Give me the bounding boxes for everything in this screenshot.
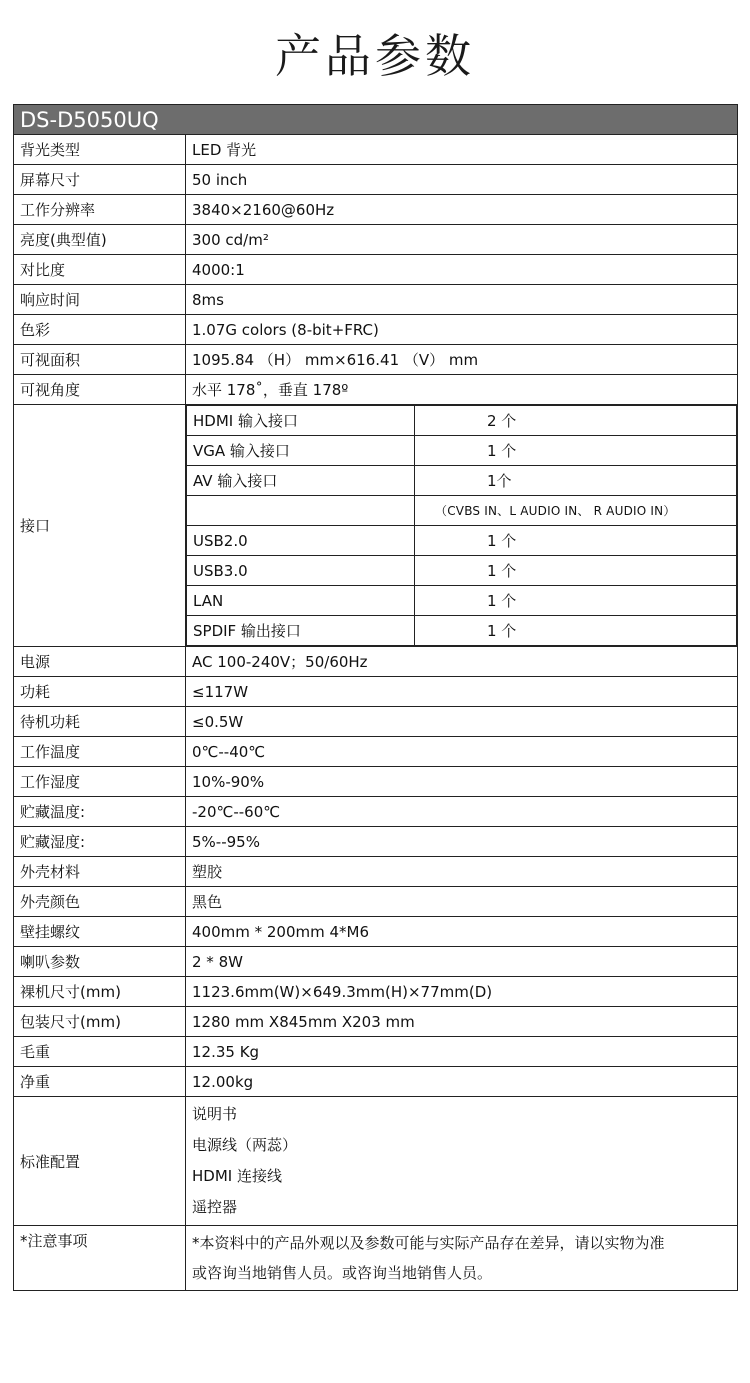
spec-value: 8ms [186,285,738,315]
spec-row [14,1037,738,1067]
spec-value: 0℃--40℃ [186,737,738,767]
interface-name: HDMI 输入接口 [187,406,415,436]
spec-value: ≤117W [186,677,738,707]
spec-label: 贮藏湿度: [14,827,186,857]
spec-label: 贮藏温度: [14,797,186,827]
spec-row [14,1007,738,1037]
interface-name [187,496,415,526]
interface-item [187,466,737,496]
interface-item [187,526,737,556]
spec-label: *注意事项 [14,1226,186,1291]
spec-row [14,677,738,707]
spec-row [14,315,738,345]
spec-value: 12.00kg [186,1067,738,1097]
spec-row [14,165,738,195]
spec-label: 壁挂螺纹 [14,917,186,947]
interface-item [187,616,737,646]
spec-row [14,827,738,857]
accessories-row [14,1097,738,1226]
accessory-item: 说明书 [192,1105,238,1123]
spec-row [14,917,738,947]
interface-cell [186,405,738,647]
spec-value: LED 背光 [186,135,738,165]
spec-label: 功耗 [14,677,186,707]
spec-row [14,707,738,737]
spec-label: 外壳材料 [14,857,186,887]
spec-value: 2 * 8W [186,947,738,977]
spec-value: 1280 mm X845mm X203 mm [186,1007,738,1037]
spec-row [14,375,738,405]
spec-row [14,255,738,285]
spec-label: 亮度(典型值) [14,225,186,255]
spec-row [14,767,738,797]
interface-name: AV 输入接口 [187,466,415,496]
spec-value: 10%-90% [186,767,738,797]
spec-value: 塑胶 [186,857,738,887]
spec-label: 可视面积 [14,345,186,375]
spec-value: 1.07G colors (8-bit+FRC) [186,315,738,345]
spec-label: 响应时间 [14,285,186,315]
accessory-item: HDMI 连接线 [192,1167,282,1185]
spec-label: 色彩 [14,315,186,345]
spec-row [14,647,738,677]
spec-value: 4000:1 [186,255,738,285]
interface-count: （CVBS IN、L AUDIO IN、 R AUDIO IN） [415,496,737,526]
interface-item [187,556,737,586]
spec-label: 喇叭参数 [14,947,186,977]
model-header-row [14,105,738,135]
spec-row [14,857,738,887]
spec-label: 屏幕尺寸 [14,165,186,195]
interface-count: 1 个 [415,526,737,556]
interface-subtable [186,405,737,646]
spec-value: -20℃--60℃ [186,797,738,827]
interface-count: 1 个 [415,616,737,646]
spec-label: 工作湿度 [14,767,186,797]
interface-item [187,586,737,616]
spec-label: 接口 [14,405,186,647]
spec-row [14,887,738,917]
spec-row [14,195,738,225]
spec-label: 背光类型 [14,135,186,165]
spec-label: 工作温度 [14,737,186,767]
spec-row [14,1067,738,1097]
spec-label: 对比度 [14,255,186,285]
accessory-item: 遥控器 [192,1198,238,1216]
interface-name: VGA 输入接口 [187,436,415,466]
spec-row [14,285,738,315]
spec-row [14,737,738,767]
spec-value: 5%--95% [186,827,738,857]
spec-label: 工作分辨率 [14,195,186,225]
accessories-list [186,1097,738,1226]
spec-value: 3840×2160@60Hz [186,195,738,225]
interface-item [187,436,737,466]
notes-row [14,1226,738,1291]
spec-label: 包装尺寸(mm) [14,1007,186,1037]
interface-name: SPDIF 输出接口 [187,616,415,646]
spec-label: 标准配置 [14,1097,186,1226]
spec-value: AC 100-240V；50/60Hz [186,647,738,677]
spec-value: ≤0.5W [186,707,738,737]
spec-value: 1095.84 （H） mm×616.41 （V） mm [186,345,738,375]
spec-row [14,797,738,827]
spec-label: 可视角度 [14,375,186,405]
spec-value: 400mm * 200mm 4*M6 [186,917,738,947]
spec-label: 裸机尺寸(mm) [14,977,186,1007]
notes-line: 或咨询当地销售人员。或咨询当地销售人员。 [192,1264,493,1282]
interface-count: 1个 [415,466,737,496]
spec-row [14,225,738,255]
interface-row [14,405,738,647]
interface-item [187,406,737,436]
interface-name: USB3.0 [187,556,415,586]
spec-row [14,345,738,375]
spec-value: 300 cd/m² [186,225,738,255]
spec-table [13,104,738,1291]
spec-value: 1123.6mm(W)×649.3mm(H)×77mm(D) [186,977,738,1007]
spec-value: 12.35 Kg [186,1037,738,1067]
interface-name: LAN [187,586,415,616]
spec-value: 黑色 [186,887,738,917]
page-title: 产品参数 [275,29,475,83]
spec-row [14,135,738,165]
spec-label: 外壳颜色 [14,887,186,917]
spec-row [14,977,738,1007]
spec-label: 待机功耗 [14,707,186,737]
interface-name: USB2.0 [187,526,415,556]
notes-line: *本资料中的产品外观以及参数可能与实际产品存在差异，请以实物为准 [192,1234,665,1252]
spec-value: 50 inch [186,165,738,195]
accessory-item: 电源线（两蕊） [192,1136,298,1154]
spec-label: 毛重 [14,1037,186,1067]
interface-count: 1 个 [415,586,737,616]
interface-item [187,496,737,526]
interface-count: 1 个 [415,556,737,586]
spec-label: 净重 [14,1067,186,1097]
model-name: DS-D5050UQ [14,105,738,135]
spec-label: 电源 [14,647,186,677]
notes-text [186,1226,738,1291]
spec-value: 水平 178˚，垂直 178º [186,375,738,405]
spec-row [14,947,738,977]
interface-count: 2 个 [415,406,737,436]
interface-count: 1 个 [415,436,737,466]
